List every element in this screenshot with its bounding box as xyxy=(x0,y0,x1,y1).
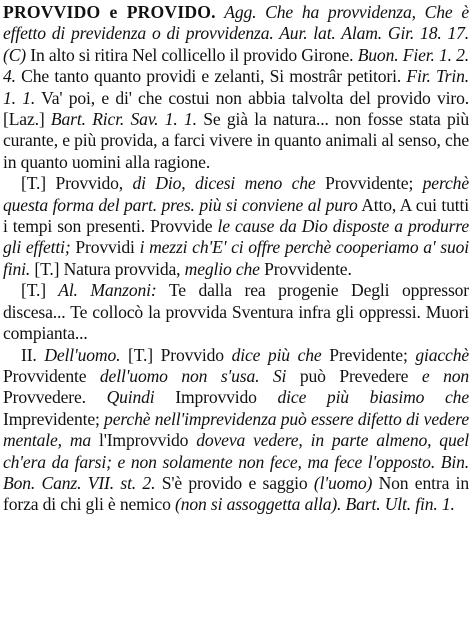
sense-gloss: giacchè xyxy=(407,344,470,365)
sense-gloss: dell'uomo non s'usa. Si xyxy=(86,365,287,386)
sense-of-man xyxy=(3,345,469,516)
editor-mark: [T.] xyxy=(21,280,46,301)
sense-text: l'Improvvido xyxy=(91,430,189,451)
sense-gloss: dice più biasimo che xyxy=(256,387,469,408)
sense-text: Provvido, xyxy=(45,173,124,194)
sense-gloss: doveva vedere, in parte almeno, quel ch'era da farsi; e non solamente non fece, ma fece l'opposto. xyxy=(3,430,469,472)
sense-gloss: (l'uomo) xyxy=(307,472,373,493)
sense-gloss: meglio che xyxy=(180,258,260,279)
source-citation: Aur. lat. Alam. Gir. 18. 17. (C) xyxy=(3,23,469,65)
quotation: Te dalla rea progenie Degli oppressor discesa... Te collocò la provvida Sventura infra gli oppressi. Muori compianta... xyxy=(3,280,469,344)
sense-gloss: (non si assoggetta alla). xyxy=(170,494,342,515)
sense-text: Provvidi xyxy=(70,237,135,258)
sense-text: Provvidente; xyxy=(315,173,414,194)
quotation: S'è provido e saggio xyxy=(155,472,308,493)
quotation: Che tanto quanto providi e zelanti, Si mostrâr petitori. xyxy=(15,66,402,87)
source-citation: Fir. Trin. 1. 1. xyxy=(3,66,469,108)
sense-text: [T.] Natura provvida, xyxy=(30,258,181,279)
headword: PROVVIDO xyxy=(3,2,101,22)
sense-text: Provvidente. xyxy=(259,258,352,279)
sense-text: Imprevidente; xyxy=(3,408,100,429)
quotation: Se già la natura... non fosse stata più curante, e più provida, a farci vivere in quanto animali al senso, che in quanto uomini alla ragione. xyxy=(3,109,470,172)
quotation: In alto si ritira Nel collicello il provido Girone. xyxy=(26,44,354,65)
quotation: Va' poi, e di' che costui non abbia talvolta del provido viro. [Laz.] xyxy=(3,87,469,130)
sense-text: Previdente; xyxy=(321,344,408,365)
sense-number: II. xyxy=(21,344,37,365)
source-citation: Bart. Ricr. Sav. 1. 1. xyxy=(44,109,197,130)
sense-gloss: Quindi xyxy=(85,387,155,408)
sense-gloss: i mezzi ch'E' ci offre perchè cooperiamo a' suoi fini. xyxy=(3,237,469,279)
dictionary-page xyxy=(3,2,469,636)
editor-mark: [T.] xyxy=(21,173,46,194)
sense-text: può Prevedere xyxy=(286,365,409,386)
sense-gloss: dice più che xyxy=(223,344,322,365)
sense-gloss: le cause da Dio disposte a produrre gli effetti; xyxy=(3,216,469,258)
source-citation: Bart. Ult. fin. 1. xyxy=(341,494,455,515)
sense-text: [T.] Provvido xyxy=(120,344,224,365)
sense-text: Atto, A cui tutti i tempi son presenti. Provvide xyxy=(3,194,469,237)
headword-variant: PROVIDO. xyxy=(126,2,216,22)
sense-gloss: e non xyxy=(408,365,470,386)
sense-text: Provvedere. xyxy=(3,387,86,408)
source-citation: Al. Manzoni: xyxy=(45,280,157,301)
sense-manzoni-quote xyxy=(3,280,469,344)
quotation: Non entra in forza di chi gli è nemico xyxy=(3,472,469,515)
source-citation: Buon. Fier. 1. 2. 4. xyxy=(3,44,470,87)
sense-text: Improvvido xyxy=(154,387,257,408)
sense-text: Provvidente xyxy=(3,365,87,386)
sense-gloss: perchè nell'imprevidenza può essere difetto di vedere mentale, ma xyxy=(3,408,469,451)
entry-provvido xyxy=(3,2,469,173)
sense-divine-providence xyxy=(3,173,469,280)
source-citation: Bin. Bon. Canz. VII. st. 2. xyxy=(3,451,469,493)
sense-gloss: perchè questa forma del part. pres. più si conviene al puro xyxy=(3,173,469,215)
sense-gloss: Dell'uomo. xyxy=(36,344,121,365)
sense-gloss: di Dio, dicesi meno che xyxy=(123,173,316,194)
definition: Agg. Che ha provvidenza, Che è effetto di previdenza o di provvidenza. xyxy=(3,2,469,44)
headword-separator: e xyxy=(100,2,127,22)
